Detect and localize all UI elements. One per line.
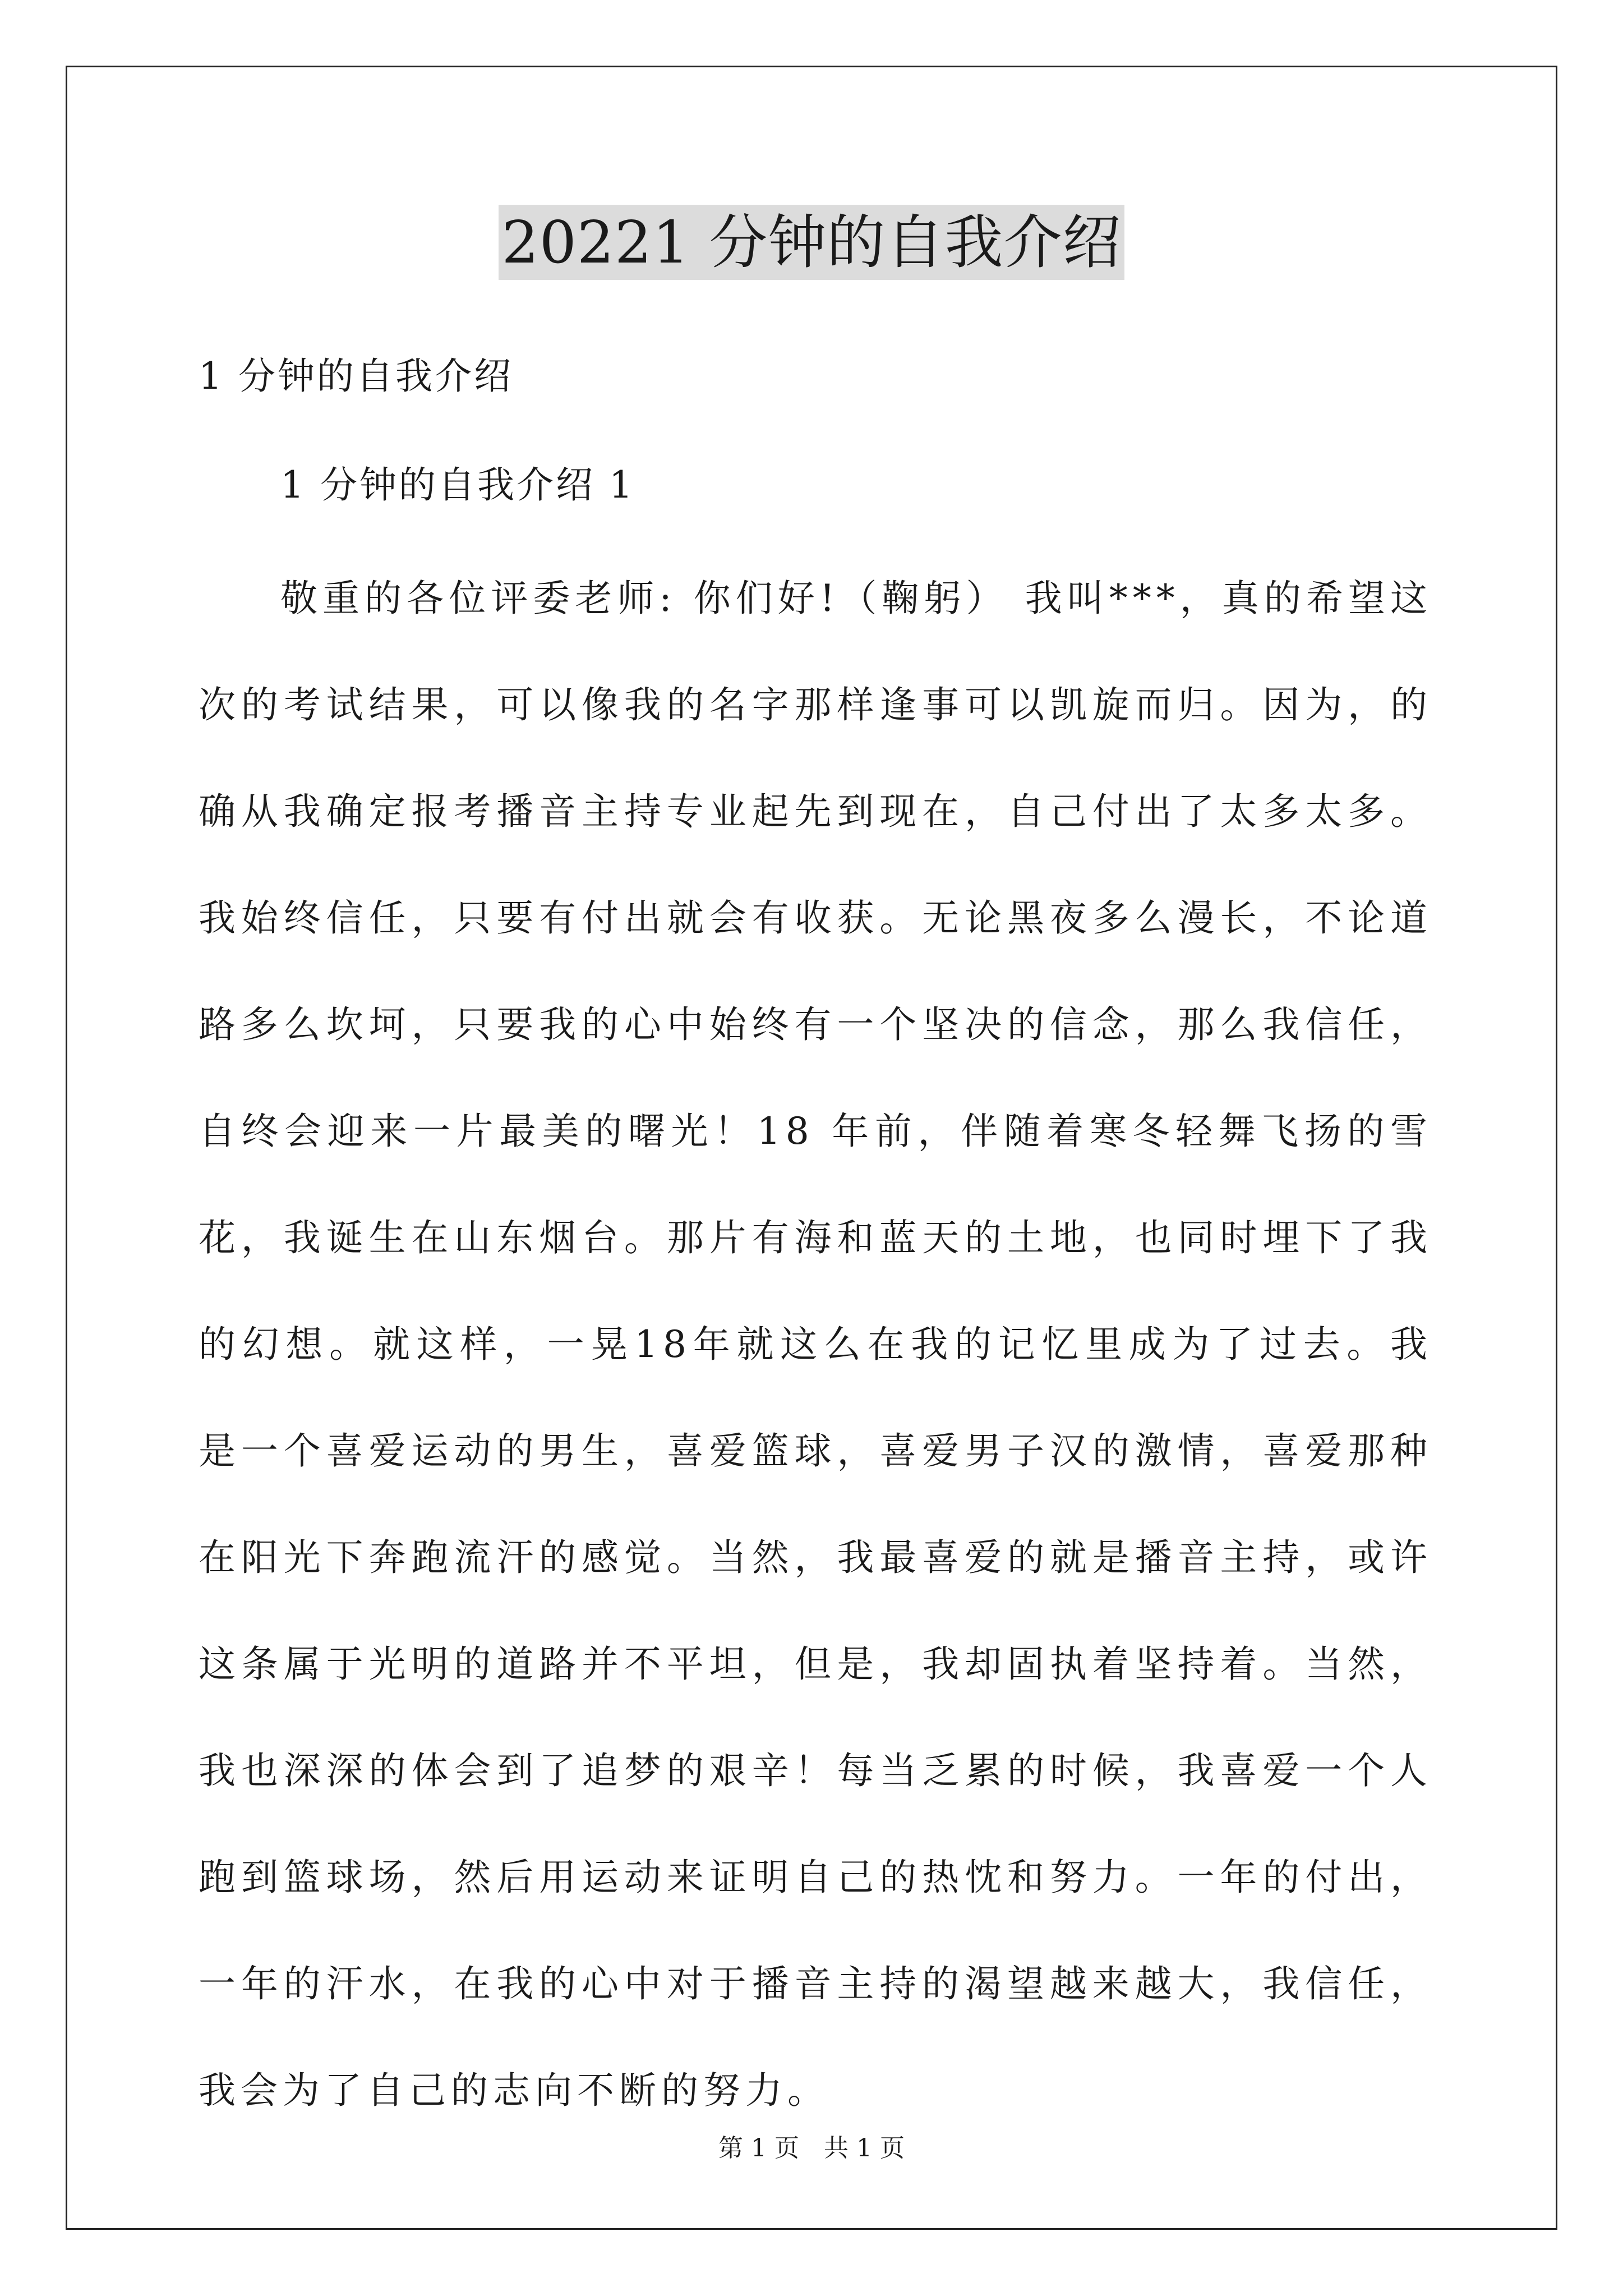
page-footer: 第 1 页 共 1 页	[718, 2134, 905, 2162]
section-heading: 1 分钟的自我介绍 1	[280, 463, 635, 507]
document-title: 20221 分钟的自我介绍	[499, 205, 1125, 280]
title-container	[0, 205, 1623, 280]
document-subtitle: 1 分钟的自我介绍	[199, 355, 513, 398]
body-paragraph: 敬重的各位评委老师: 你们好!（鞠躬） 我叫***，真的希望这次的考试结果，可以像我的名字那样逢事可以凯旋而归。因为，的确从我确定报考播音主持专业起先到现在，自己付出了太多太多。我始终信任，只要有付出就会有收获。无论黑夜多么漫长，不论道路多么坎坷，只要我的心中始终有一个坚决的信念，那么我信任，自终会迎来一片最美的曙光！18 年前，伴随着寒冬轻舞飞扬的雪花，我诞生在山东烟台。那片有海和蓝天的土地，也同时埋下了我的幻想。就这样，一晃18年就这么在我的记忆里成为了过去。我是一个喜爱运动的男生，喜爱篮球，喜爱男子汉的激情，喜爱那种在阳光下奔跑流汗的感觉。当然，我最喜爱的就是播音主持，或许这条属于光明的道路并不平坦，但是，我却固执着坚持着。当然，我也深深的体会到了追梦的艰辛！每当乏累的时候，我喜爱一个人跑到篮球场，然后用运动来证明自己的热忱和努力。一年的付出，一年的汗水，在我的心中对于播音主持的渴望越来越大，我信任，我会为了自己的志向不断的努力。	[199, 577, 1432, 2112]
